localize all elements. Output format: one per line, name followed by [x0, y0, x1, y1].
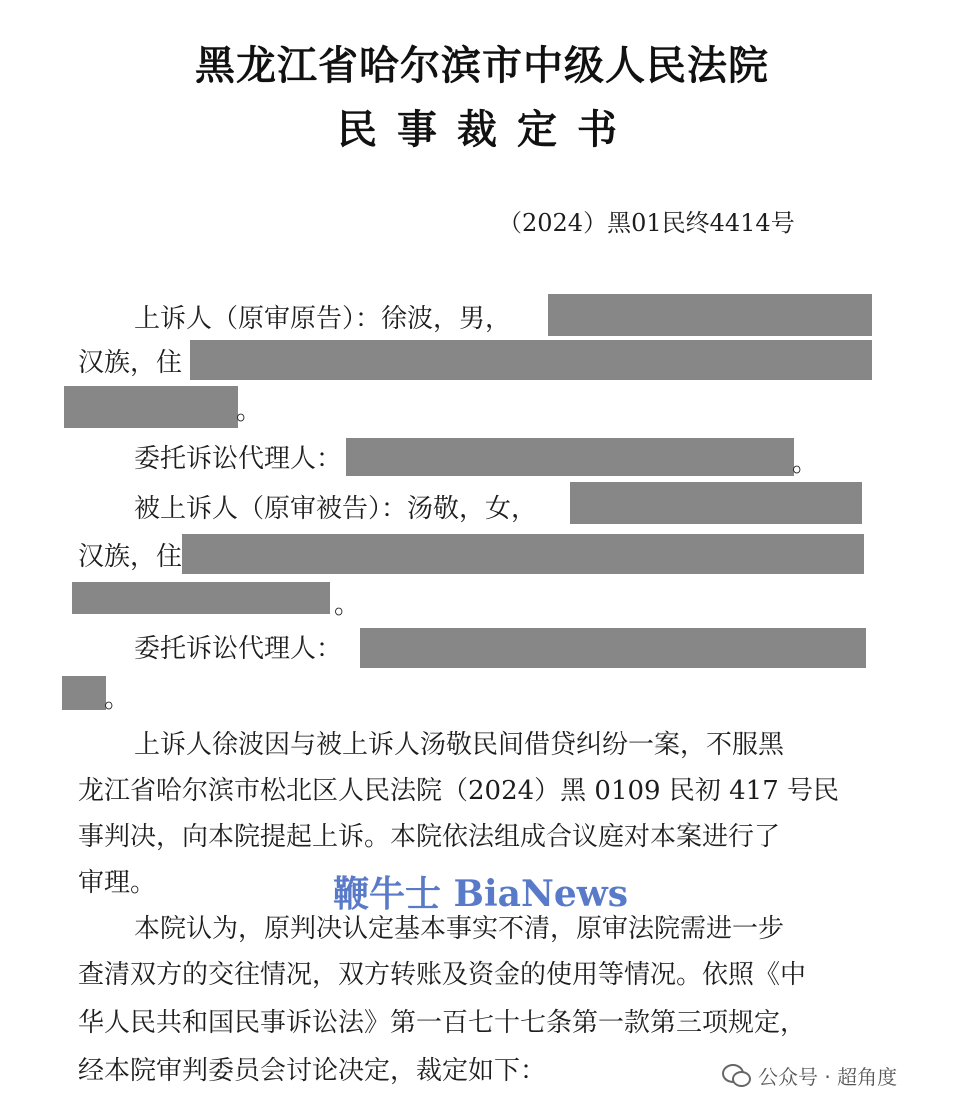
redaction-block [190, 340, 872, 380]
redaction-block [64, 386, 238, 428]
redaction-block [346, 438, 794, 476]
body-text-line: 本院认为，原判决认定基本事实不清，原审法院需进一步 [134, 914, 785, 944]
wechat-icon [722, 1064, 750, 1086]
body-text-line: 华人民共和国民事诉讼法》第一百七十七条第一款第三项规定， [78, 1008, 807, 1038]
redaction-block [182, 534, 864, 574]
redaction-block [360, 628, 866, 668]
redaction-block [62, 676, 106, 710]
period-mark: 。 [334, 590, 361, 620]
body-text-line: 查清双方的交往情况，双方转账及资金的使用等情况。依照《中 [78, 960, 807, 990]
body-text-line: 龙江省哈尔滨市松北区人民法院（2024）黑 0109 民初 417 号民 [78, 776, 840, 806]
document-title: 民事裁定书 [337, 107, 637, 153]
body-text-line: 事判决，向本院提起上诉。本院依法组成合议庭对本案进行了 [78, 822, 781, 852]
period-mark: 。 [236, 396, 263, 426]
redaction-block [72, 582, 330, 614]
period-mark: 。 [104, 684, 131, 714]
redaction-block [570, 482, 862, 524]
appellant-agent-label: 委托诉讼代理人： [134, 444, 343, 474]
case-number: （2024）黑01民终4414号 [498, 209, 795, 237]
wechat-account-footer [722, 1060, 897, 1090]
appellee-agent-label: 委托诉讼代理人： [134, 634, 343, 664]
body-text-line: 上诉人徐波因与被上诉人汤敬民间借贷纠纷一案，不服黑 [134, 730, 785, 760]
appellee-line: 被上诉人（原审被告）：汤敬，女， [134, 494, 538, 524]
period-mark: 。 [792, 448, 819, 478]
redaction-block [548, 294, 872, 336]
appellee-address-label: 汉族，住 [78, 542, 183, 572]
body-text-line: 经本院审判委员会讨论决定，裁定如下： [78, 1056, 547, 1086]
appellant-address-label: 汉族，住 [78, 348, 183, 378]
bianews-watermark: 鞭牛士 BiaNews [333, 873, 629, 915]
appellant-line: 上诉人（原审原告）：徐波，男， [134, 304, 512, 334]
account-name: 公众号 · 超角度 [758, 1064, 898, 1089]
body-text-line: 审理。 [78, 868, 157, 898]
court-name: 黑龙江省哈尔滨市中级人民法院 [195, 43, 769, 89]
